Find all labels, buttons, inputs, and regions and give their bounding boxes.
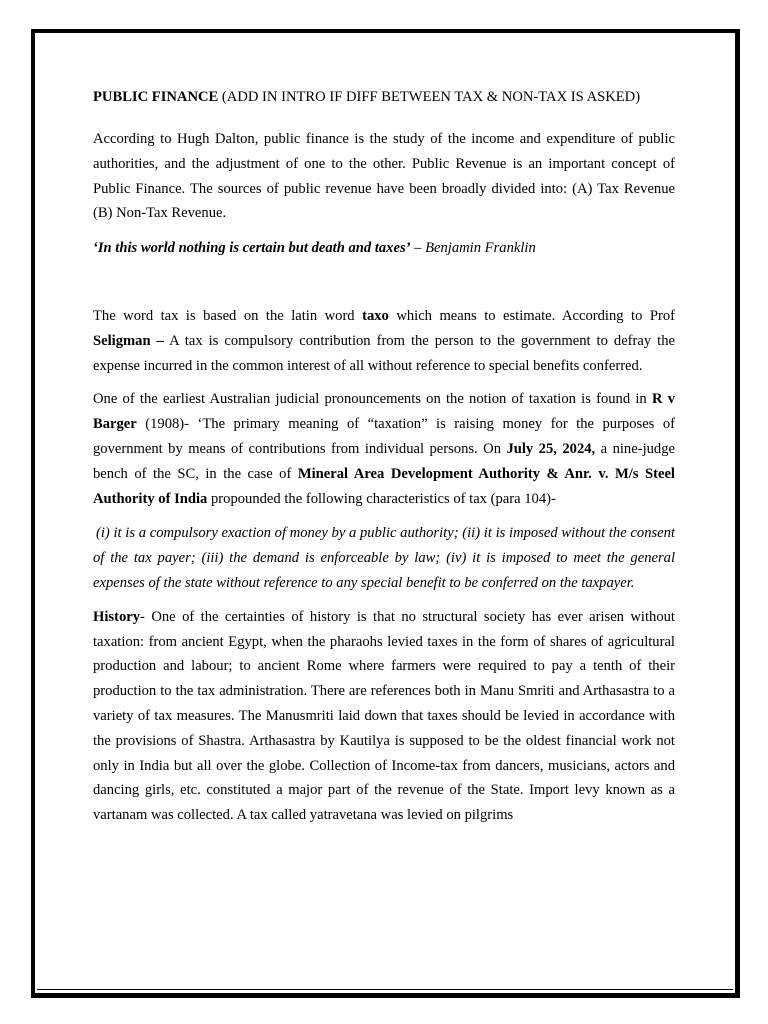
barger-sc-case-name: Mineral Area Development Authority & Anr. v. M/s Steel Authority of India <box>93 465 675 507</box>
title-note: (ADD IN INTRO IF DIFF BETWEEN TAX & NON-TAX IS ASKED) <box>218 89 641 105</box>
barger-date: July 25, 2024, <box>506 440 596 457</box>
document-title <box>93 85 675 109</box>
tax-def-term-taxo: taxo <box>362 307 389 324</box>
document-body <box>93 85 675 828</box>
history-paragraph <box>93 605 675 828</box>
barger-text-2: (1908)- ‘The primary meaning of “taxation” is raising money for the purposes of government by means of contributions from individual persons. On <box>93 416 675 457</box>
quote-author: – Benjamin Franklin <box>410 240 536 257</box>
barger-paragraph <box>93 387 675 511</box>
tax-def-text-3: A tax is compulsory contribution from the person to the government to defray the expense incurred in the common interest of all without reference to special benefits conferred. <box>93 332 675 374</box>
quote-text: ‘In this world nothing is certain but death and taxes’ <box>93 240 411 257</box>
barger-text-4: propounded the following characteristics of tax (para 104)- <box>207 490 556 507</box>
tax-def-text-1: The word tax is based on the latin word <box>93 307 363 324</box>
title-bold: PUBLIC FINANCE <box>93 89 219 105</box>
tax-definition-paragraph <box>93 304 675 378</box>
tax-def-text-2: which means to estimate. According to Prof <box>388 307 675 324</box>
barger-text-3: a nine-judge bench of the SC, in the case of <box>93 440 675 482</box>
intro-paragraph: According to Hugh Dalton, public finance is the study of the income and expenditure of public authorities, and the adjustment of one to the other. Public Revenue is an important concept of Public Finance. The sources of public revenue have been broadly divided into: (A) Tax Revenue (B) Non-Tax Revenue. <box>93 131 675 222</box>
barger-case-name: R v Barger <box>93 391 675 433</box>
tax-characteristics-paragraph: (i) it is a compulsory exaction of money by a public authority; (ii) it is imposed without the consent of the tax payer; (iii) the demand is enforceable by law; (iv) it is imposed to meet the general expenses of the state without reference to any special benefit to be conferred on the taxpayer. <box>93 525 675 591</box>
barger-text-1: One of the earliest Australian judicial pronouncements on the notion of taxation is found in <box>93 391 652 408</box>
history-text: - One of the certainties of history is that no structural society has ever arisen without taxation: from ancient Egypt, when the pharaohs levied taxes in the form of shares of agricultural production and labour; to ancient Rome where farmers were required to pay a tenth of their production to the tax administration. There are references both in Manu Smriti and Arthasastra to a variety of tax measures. The Manusmriti laid down that taxes should be levied in accordance with the provisions of Shastra. Arthasastra by Kautilya is supposed to be the oldest financial work not only in India but all over the globe. Collection of Income-tax from dancers, musicians, actors and dancing girls, etc. constituted a major part of the revenue of the State. Import levy known as a vartanam was collected. A tax called yatravetana was levied on pilgrims <box>93 608 675 824</box>
quote-paragraph <box>93 236 675 261</box>
history-label: History <box>93 608 141 625</box>
tax-def-term-seligman: Seligman – <box>93 332 164 349</box>
